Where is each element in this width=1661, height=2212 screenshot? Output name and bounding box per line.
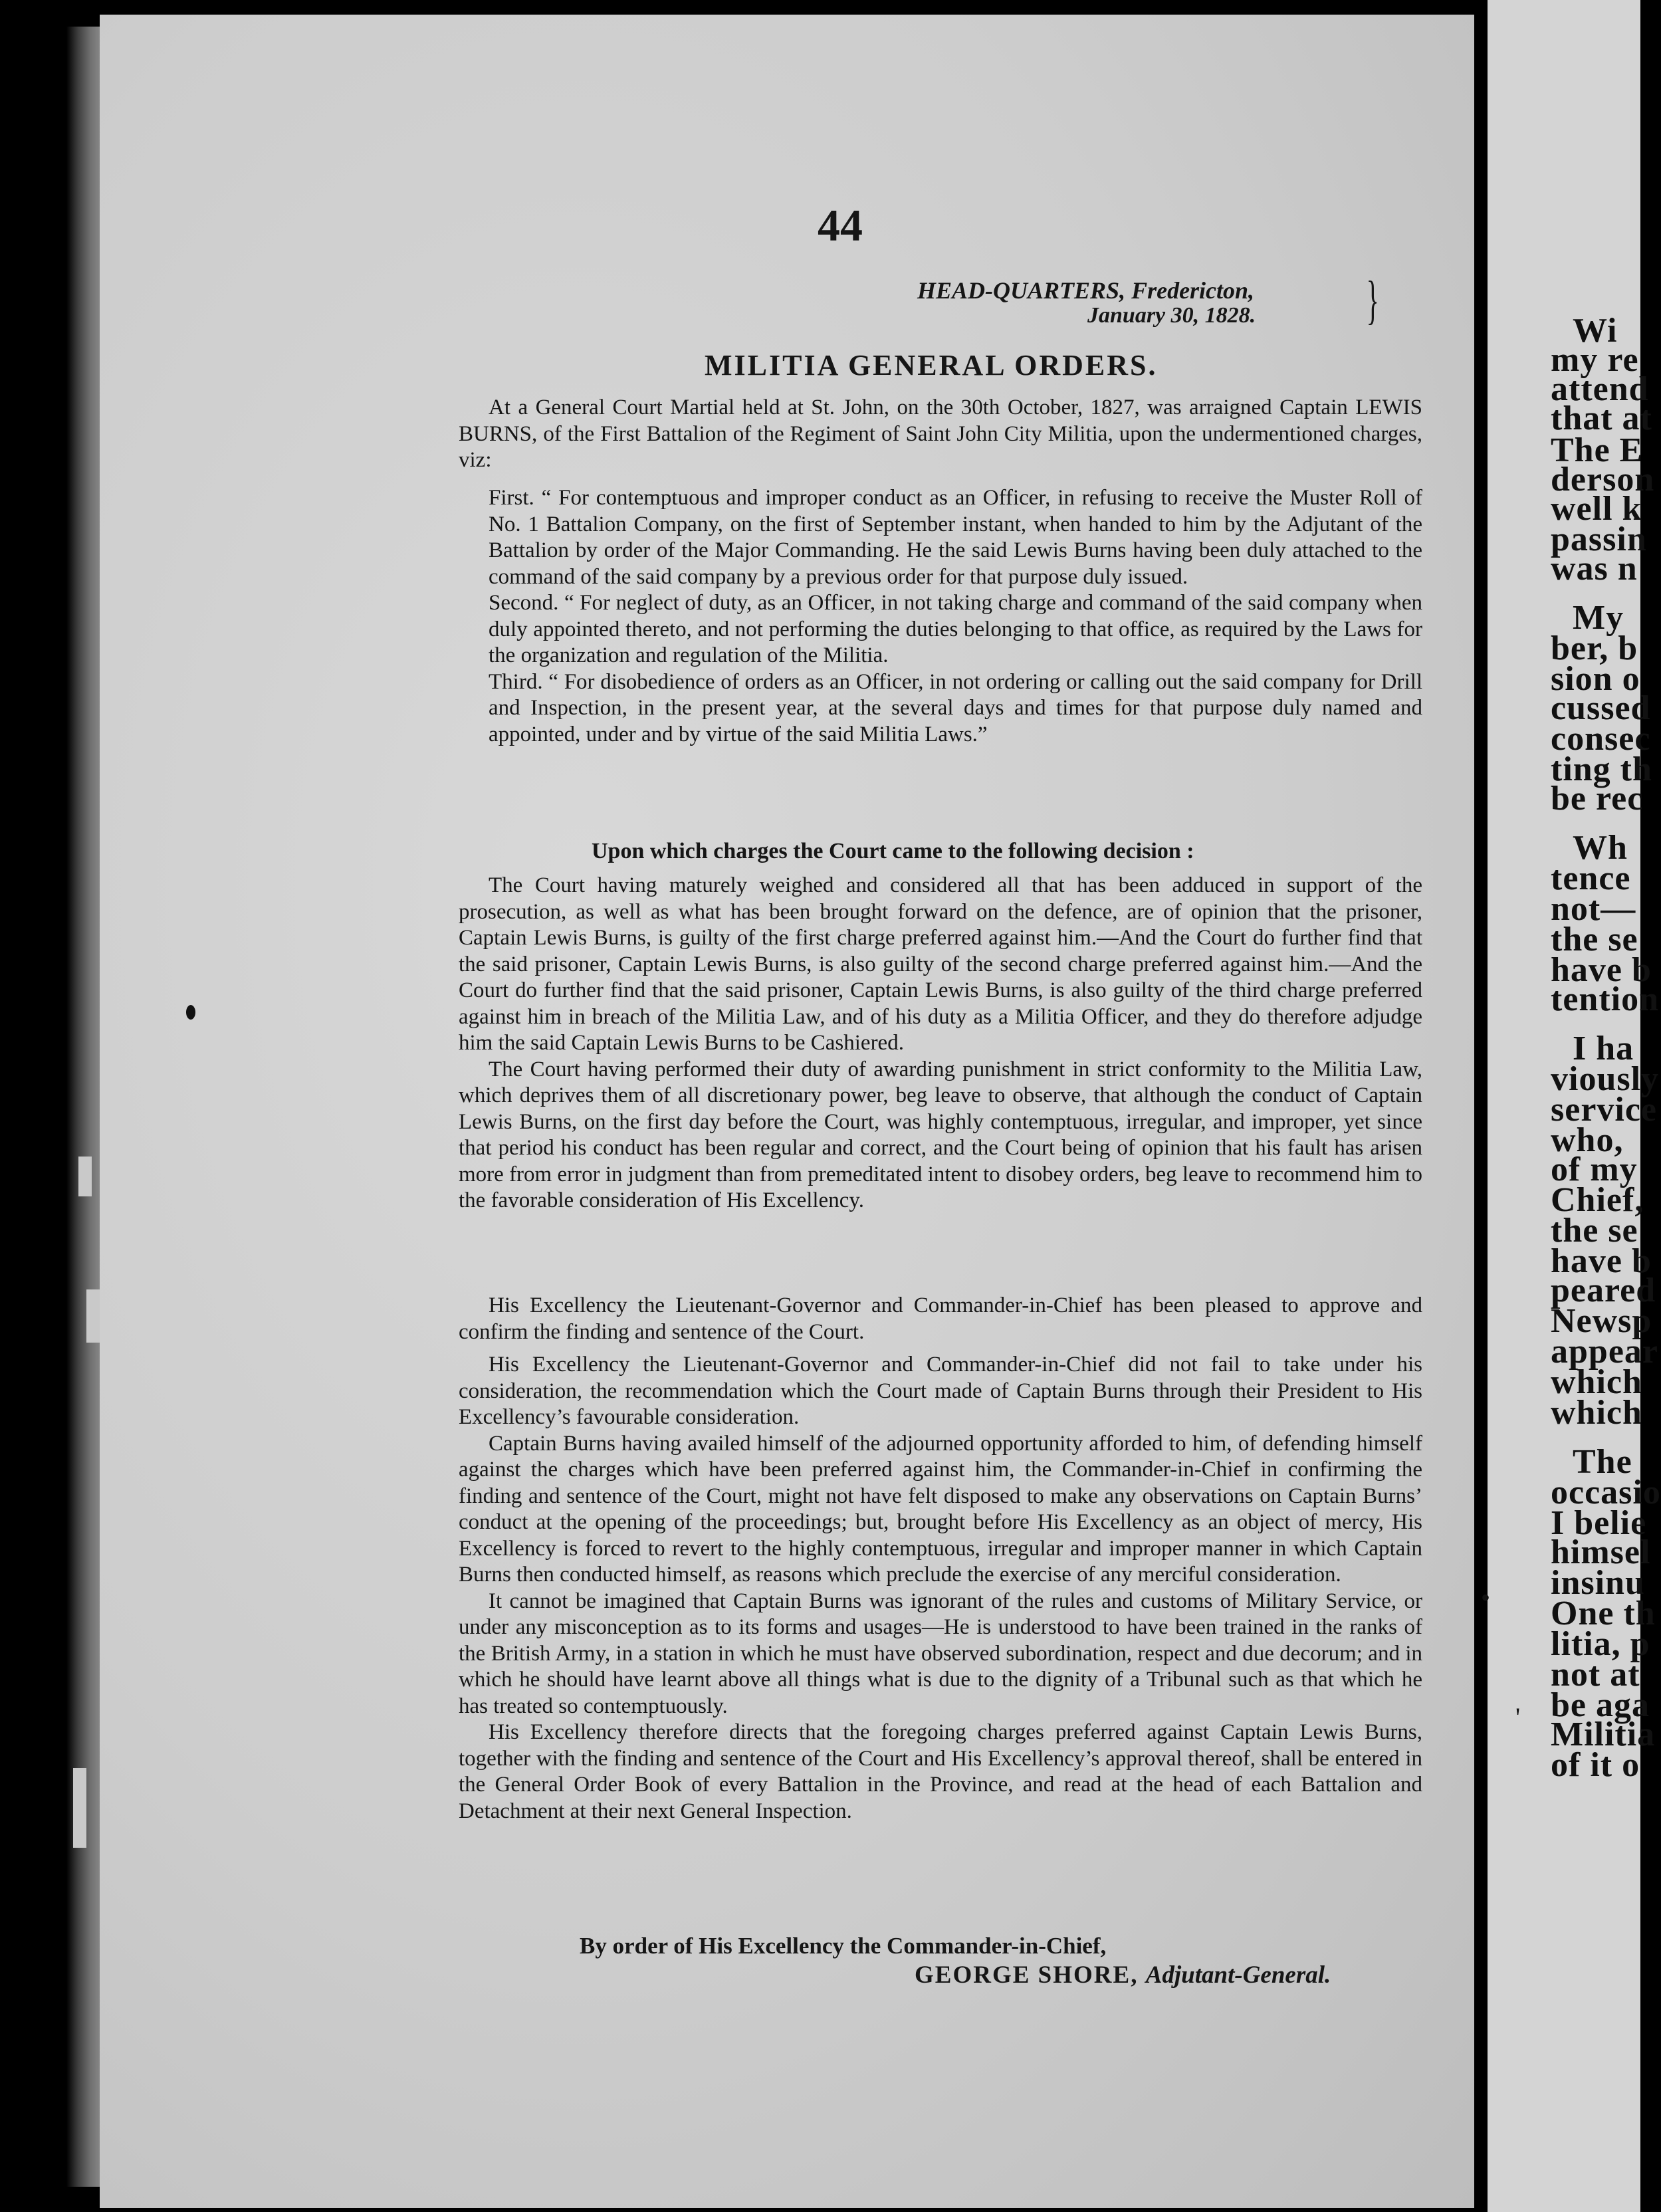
- intro-paragraph: [459, 395, 1422, 474]
- facing-page-line: My: [1573, 599, 1624, 637]
- charge-third: Third. “ For disobedience of orders as an Officer, in not ordering or calling out the said company for Drill and Inspection, in the present year, at the several days and times for that purpose duly named and appointed, under and by virtue of the said Militia Laws.”: [489, 669, 1422, 746]
- facing-page-line: ber, b: [1551, 629, 1638, 667]
- facing-page-line: tention: [1551, 980, 1659, 1018]
- facing-page-line: appear: [1551, 1333, 1658, 1371]
- facing-page-line: Wi: [1573, 312, 1618, 350]
- facing-page-line: who,: [1551, 1121, 1624, 1159]
- margin-tick: ': [1515, 1702, 1521, 1732]
- facing-page-line: the se: [1551, 1212, 1638, 1250]
- facing-page-line: of it o: [1551, 1746, 1640, 1784]
- decision-heading: Upon which charges the Court came to the following decision :: [592, 839, 1194, 863]
- excellency-section: [459, 1293, 1422, 1825]
- excellency-paragraph: His Excellency the Lieutenant-Governor and Commander-in-Chief did not fail to take under his consideration, the recommendation which the Court made of Captain Burns through their President to His Excellency’s favourable consideration.: [459, 1353, 1422, 1429]
- date-line: January 30, 1828.: [1087, 303, 1256, 328]
- facing-page-line: be rec: [1551, 780, 1644, 818]
- facing-page-line: be aga: [1551, 1686, 1650, 1724]
- facing-page-line: peared: [1551, 1272, 1656, 1309]
- facing-page-line: well k: [1551, 490, 1642, 528]
- facing-page-line: not at: [1551, 1656, 1640, 1694]
- excellency-paragraph: His Excellency the Lieutenant-Governor and Commander-in-Chief has been pleased to approve and confirm the finding and sentence of the Court.: [459, 1293, 1422, 1344]
- facing-page-line: attend: [1551, 370, 1649, 408]
- facing-page-line: I belie: [1551, 1504, 1647, 1542]
- excellency-paragraph: It cannot be imagined that Captain Burns was ignorant of the rules and customs of Military Service, or under any misconception as to its forms and usages—He is understood to have been trained in the ranks of the British Army, in a station in which he must have observed subordination, respect and due decorum; and in which he should have learnt above all things what is due to the dignity of a Tribunal such as that which he has treated so contemptuously.: [459, 1589, 1422, 1718]
- facing-page-line: which: [1551, 1363, 1642, 1401]
- signature-name: GEORGE SHORE,: [915, 1961, 1139, 1989]
- facing-page-line: One th: [1551, 1595, 1656, 1632]
- excellency-paragraph: His Excellency therefore directs that the foregoing charges preferred against Captain Lewis Burns, together with the finding and sentence of the Court and His Excellency’s approval thereof, shall be entered in the General Order Book of every Battalion in the Province, and read at the head of each Battalion and Detachment at their next General Inspection.: [459, 1720, 1422, 1823]
- facing-page-line: The E: [1551, 431, 1644, 469]
- decision-paragraph: The Court having performed their duty of awarding punishment in strict conformity to the Militia Law, which deprives them of all discretionary power, beg leave to observe, that although the conduct of Captain Lewis Burns, on the first day before the Court, was highly contemptuous, irregular, and improper, yet since that period his conduct has been regular and correct, and the Court being of opinion that his fault has arisen more from error in judgment than from premeditated intent to disobey orders, beg leave to recommend him to the favorable consideration of His Excellency.: [459, 1057, 1422, 1212]
- facing-page-line: occasio: [1551, 1474, 1661, 1511]
- brace-mark: }: [1366, 271, 1379, 330]
- charge-second: Second. “ For neglect of duty, as an Officer, in not taking charge and command of the said company when duly appointed thereto, and not performing the duties belonging to that office, as required by the Laws for the organization and regulation of the Militia.: [489, 591, 1422, 667]
- facing-page-line: consec: [1551, 720, 1651, 758]
- page-gutter: [1474, 0, 1491, 2212]
- page-number: 44: [818, 200, 863, 251]
- facing-page-line: insinu: [1551, 1564, 1645, 1602]
- margin-blot: [186, 1005, 195, 1020]
- facing-page-line: ting th: [1551, 750, 1652, 788]
- intro-text: At a General Court Martial held at St. John, on the 30th October, 1827, was arraigned Captain LEWIS BURNS, of the First Battalion of the Regiment of Saint John City Militia, upon the undermentioned charges, viz:: [459, 395, 1422, 472]
- facing-page-line: I ha: [1573, 1030, 1634, 1067]
- facing-page-line: Wh: [1573, 829, 1628, 867]
- charges-section: [459, 485, 1422, 748]
- facing-page-line: viously: [1551, 1060, 1660, 1098]
- facing-page-line: himsel: [1551, 1533, 1651, 1571]
- facing-page-line: litia, p: [1551, 1625, 1650, 1663]
- facing-page-line: have b: [1551, 1242, 1652, 1280]
- facing-page-line: tence: [1551, 859, 1631, 897]
- facing-page-line: cussed: [1551, 689, 1651, 727]
- headquarters-line: HEAD-QUARTERS, Fredericton,: [917, 277, 1255, 304]
- facing-page-line: that at: [1551, 399, 1652, 437]
- facing-page-line: Chief,: [1551, 1181, 1644, 1219]
- margin-dot: •: [1481, 1583, 1491, 1612]
- facing-page-line: of my: [1551, 1151, 1638, 1188]
- facing-page-line: The: [1573, 1443, 1632, 1481]
- facing-page-line: was n: [1551, 550, 1638, 588]
- facing-page: [1481, 0, 1661, 2212]
- signature-title: Adjutant-General.: [1145, 1961, 1331, 1989]
- page-title: MILITIA GENERAL ORDERS.: [705, 349, 1158, 382]
- facing-page-line: which: [1551, 1394, 1642, 1432]
- charge-first: First. “ For contemptuous and improper conduct as an Officer, in refusing to receive the Muster Roll of No. 1 Battalion Company, on the first of September instant, when handed to him by the Adjutant of the Battalion by order of the Major Commanding. He the said Lewis Burns having been duly attached to the command of the said company by a previous order for that purpose duly issued.: [489, 486, 1422, 589]
- facing-page-line: service: [1551, 1091, 1658, 1129]
- facing-page-line: Newsp: [1551, 1302, 1652, 1340]
- excellency-paragraph: Captain Burns having availed himself of the adjourned opportunity afforded to him, of defending himself against the charges which have been preferred against him, the Commander-in-Chief in confirming the finding and sentence of the Court, might not have felt disposed to make any observations on Captain Burns’ conduct at the opening of the proceedings; but, brought before His Excellency as an object of mercy, His Excellency is forced to revert to the highly contemptuous, irregular and improper manner in which Captain Burns then conducted himself, as reasons which preclude the exercise of any merciful consideration.: [459, 1431, 1422, 1587]
- facing-page-line: Militia: [1551, 1715, 1656, 1753]
- decision-section: [459, 873, 1422, 1214]
- signature: [915, 1961, 1331, 1989]
- facing-page-line: passin: [1551, 520, 1647, 558]
- facing-page-line: not—: [1551, 890, 1636, 928]
- facing-page-line: my re: [1551, 341, 1639, 379]
- facing-page-line: have b: [1551, 951, 1652, 989]
- decision-paragraph: The Court having maturely weighed and considered all that has been adduced in support of the prosecution, as well as what has been brought forward on the defence, are of opinion that the prisoner, Captain Lewis Burns, is guilty of the first charge preferred against him.—And the Court do further find that the said prisoner, Captain Lewis Burns, is also guilty of the second charge preferred against him.—And the Court do further find that the said prisoner, Captain Lewis Burns, is also guilty of the third charge preferred against him in breach of the Militia Law, and of his duty as a Militia Officer, and they do therefore adjudge him the said Captain Lewis Burns to be Cashiered.: [459, 873, 1422, 1055]
- facing-page-line: derson: [1551, 461, 1655, 498]
- by-order-line: By order of His Excellency the Commander-in-Chief,: [580, 1933, 1107, 1959]
- facing-page-line: the se: [1551, 921, 1638, 958]
- facing-page-line: sion o: [1551, 660, 1640, 698]
